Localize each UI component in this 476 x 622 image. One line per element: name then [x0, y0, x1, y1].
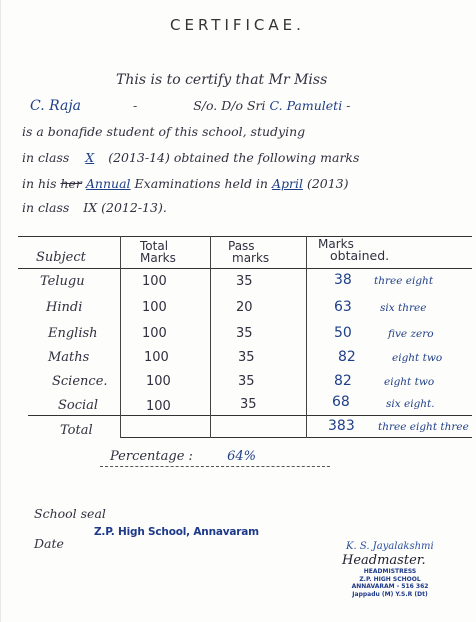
row-total: 100 [142, 326, 167, 341]
row-pass: 35 [238, 350, 255, 365]
header-subject: Subject [36, 250, 86, 265]
percentage-underline [100, 466, 330, 467]
headmaster-title: Headmaster. [342, 553, 426, 568]
row-subject-telugu: Telugu [40, 274, 85, 289]
row-subject-maths: Maths [48, 350, 90, 365]
headmaster-stamp [340, 568, 440, 598]
in-his-text: in his [22, 176, 57, 191]
row-marks: 38 [334, 272, 352, 288]
row-marks-words: six eight. [386, 398, 435, 410]
name-dash: - [133, 98, 138, 113]
row-subject-english: English [48, 326, 98, 341]
header-pass-2: marks [232, 251, 270, 265]
table-top-rule [18, 236, 472, 237]
header-total-1: Total [140, 239, 169, 253]
headmaster-signature: K. S. Jayalakshmi [346, 541, 434, 552]
exam-type: Annual [85, 176, 131, 191]
prev-class: IX [83, 200, 98, 215]
hm-stamp-line: ANNAVARAM - 516 362 [351, 583, 429, 590]
row-marks-words: six three [380, 302, 427, 314]
prev-class-line [22, 200, 167, 215]
row-marks-words: three eight [374, 275, 434, 287]
exam-line [22, 176, 349, 191]
prev-year: (2012-13). [101, 200, 167, 215]
row-marks-words: eight two [392, 352, 443, 364]
percentage-label: Percentage : [110, 449, 193, 464]
exam-year: (2013) [306, 176, 349, 191]
row-subject-social: Social [58, 398, 99, 413]
bonafide-text: is a bonafide student of this school, studying [22, 124, 306, 139]
row-subject-hindi: Hindi [46, 300, 83, 315]
row-pass: 35 [238, 374, 255, 389]
header-obtained-2: obtained. [330, 248, 390, 263]
percentage-line [110, 449, 256, 464]
row-subject-science: Science. [52, 374, 108, 389]
certify-line [116, 72, 327, 88]
hm-stamp-line: Z.P. HIGH SCHOOL [359, 575, 421, 583]
row-total: 100 [146, 399, 171, 414]
row-marks: 82 [338, 349, 356, 365]
row-marks: 50 [334, 325, 352, 341]
parent-dash: - [346, 98, 351, 113]
parent-name: C. Pamuleti [269, 98, 343, 113]
prev-class-label: in class [22, 200, 70, 215]
table-bottom-rule [120, 437, 472, 438]
row-marks: 82 [334, 373, 352, 389]
header-obtained-1: Marks [318, 237, 354, 251]
row-pass: 35 [236, 326, 253, 341]
class-label: in class [22, 150, 70, 165]
row-total: 100 [142, 274, 167, 289]
current-class: X [85, 150, 95, 165]
total-marks-words: three eight three [378, 421, 469, 433]
row-total: 100 [142, 300, 167, 315]
row-marks-words: eight two [384, 376, 435, 388]
total-marks: 383 [328, 418, 355, 434]
current-year: (2013-14) [108, 150, 170, 165]
hm-stamp-line: HEADMISTRESS [363, 568, 417, 575]
class-line [22, 150, 359, 165]
parent-prefix: S/o. D/o Sri [193, 98, 266, 113]
obtained-text: obtained the following marks [173, 150, 360, 165]
table-col-rule-3 [306, 236, 307, 438]
certify-text: This is to certify that Mr Miss [116, 72, 328, 88]
row-marks: 63 [334, 299, 352, 315]
bonafide-line [22, 124, 305, 139]
student-name: C. Raja [30, 98, 82, 114]
percentage-value: 64% [227, 449, 256, 464]
row-total: 100 [144, 350, 169, 365]
header-pass-1: Pass [228, 239, 255, 253]
name-line [30, 98, 350, 114]
row-marks-words: five zero [388, 328, 434, 340]
date-label: Date [34, 536, 64, 551]
certificate-title: CERTIFICAE. [170, 16, 305, 34]
row-marks: 68 [332, 394, 350, 410]
table-total-rule [28, 415, 472, 416]
row-pass: 35 [240, 397, 257, 412]
school-seal-label: School seal [34, 506, 106, 521]
row-total: 100 [146, 374, 171, 389]
school-stamp: Z.P. High School, Annavaram [94, 526, 259, 538]
exam-month: April [271, 176, 303, 191]
table-col-rule-1 [120, 236, 121, 438]
struck-her: her [60, 176, 82, 191]
hm-stamp-line: Jappadu (M) Y.S.R (Dt) [352, 590, 428, 598]
table-header-rule [18, 268, 472, 269]
total-label: Total [60, 423, 93, 438]
exam-held-text: Examinations held in [134, 176, 268, 191]
header-total-2: Marks [140, 251, 176, 265]
table-col-rule-2 [210, 236, 211, 438]
row-pass: 35 [236, 274, 253, 289]
row-pass: 20 [236, 300, 253, 315]
